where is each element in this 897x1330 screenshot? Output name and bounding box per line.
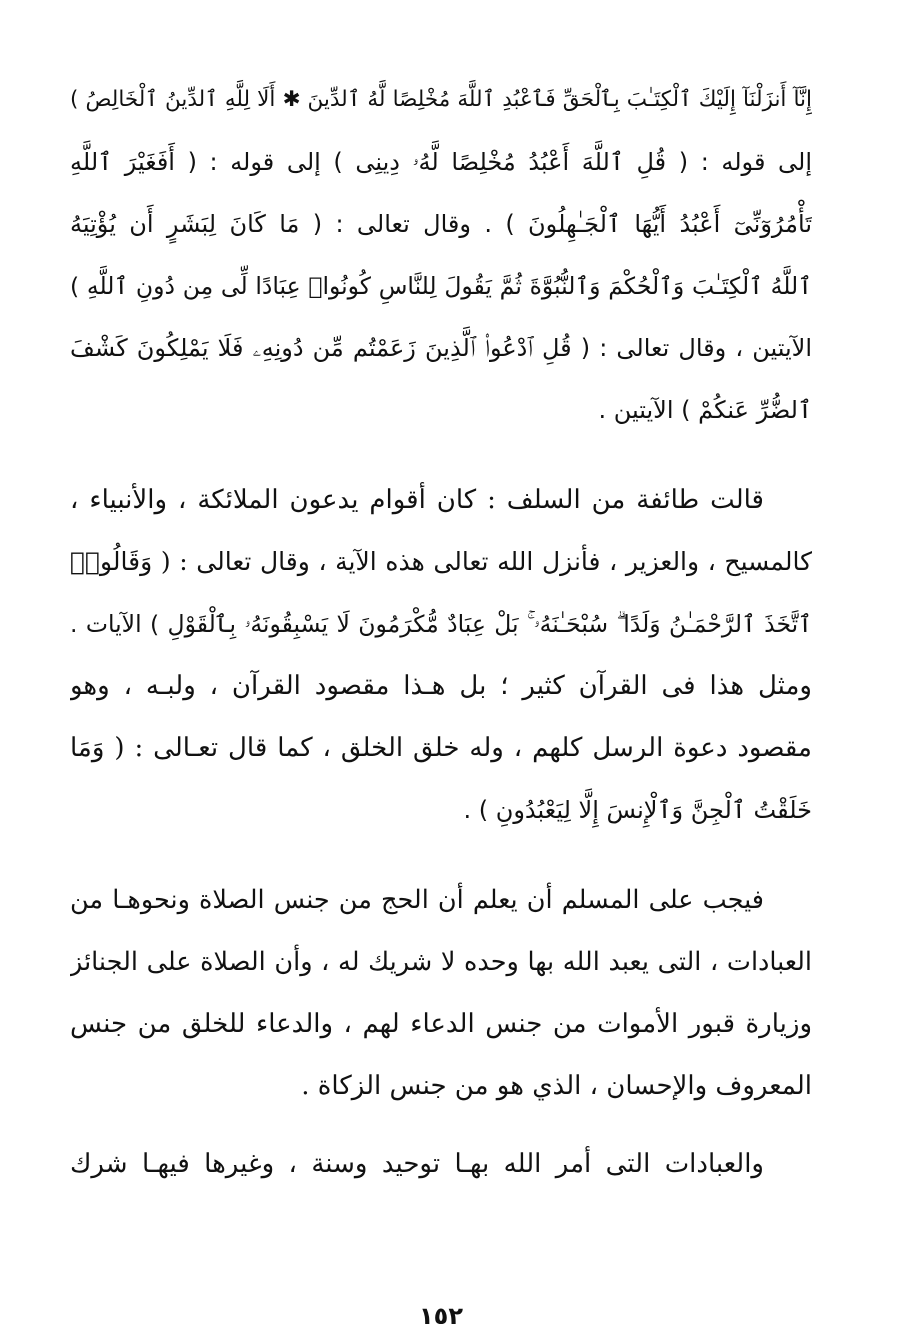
text-line: مقصود دعوة الرسل كلهم ، وله خلق الخلق ، كما قال تعـالى : ( وَمَا [70, 733, 812, 763]
text-line: ٱتَّخَذَ ٱلرَّحْمَـٰنُ وَلَدًا ۗ سُبْحَـٰنَهُۥ ۚ بَلْ عِبَادٌ مُّكْرَمُونَ لَا يَسْبِقُونَهُۥ بِٱلْقَوْلِ ) الآيات . [70, 610, 812, 638]
text-line: تَأْمُرُوٓنِّىٓ أَعْبُدُ أَيُّهَا ٱلْجَـٰهِلُونَ ) . وقال تعالى : ( مَا كَانَ لِبَشَرٍ أَن يُؤْتِيَهُ [70, 210, 812, 238]
page-number: ١٥٢ [419, 1302, 463, 1330]
text-line: إلى قوله : ( قُلِ ٱللَّهَ أَعْبُدُ مُخْلِصًا لَّهُۥ دِينِى ) إلى قوله : ( أَفَغَيْرَ ٱللَّهِ [70, 148, 812, 176]
text-line: المعروف والإحسان ، الذي هو من جنس الزكاة . [301, 1071, 812, 1101]
text-line: ٱللَّهُ ٱلْكِتَـٰبَ وَٱلْحُكْمَ وَٱلنُّبُوَّةَ ثُمَّ يَقُولَ لِلنَّاسِ كُونُوا۟ عِبَادًا لِّى مِن دُونِ ٱللَّهِ ) [70, 272, 812, 300]
text-line: كالمسيح ، والعزير ، فأنزل الله تعالى هذه الآية ، وقال تعالى : ( وَقَالُوا۟ [70, 547, 812, 576]
text-line: الآيتين ، وقال تعالى : ( قُلِ ٱدْعُوا۟ ٱلَّذِينَ زَعَمْتُم مِّن دُونِهِۦ فَلَا يَمْلِكُونَ كَشْفَ [70, 334, 812, 362]
text-line: والعبادات التى أمر الله بهـا توحيد وسنة ، وغيرها فيهـا شرك [70, 1149, 764, 1179]
text-line: العبادات ، التى يعبد الله بها وحده لا شريك له ، وأن الصلاة على الجنائز [70, 947, 812, 977]
text-line: إِنَّآ أَنزَلْنَآ إِلَيْكَ ٱلْكِتَـٰبَ بِٱلْحَقِّ فَٱعْبُدِ ٱللَّهَ مُخْلِصًا لَّهُ ٱلدِّينَ ✱ أَلَا لِلَّهِ ٱلدِّينُ ٱلْخَالِصُ ) [70, 87, 812, 112]
text-line: ٱلضُّرِّ عَنكُمْ ) الآيتين . [598, 396, 812, 424]
text-line: ومثل هذا فى القرآن كثير ؛ بل هـذا مقصود القرآن ، ولبـه ، وهو [70, 671, 812, 701]
text-line: قالت طائفة من السلف : كان أقوام يدعون الملائكة ، والأنبياء ، [70, 485, 764, 515]
text-line: خَلَقْتُ ٱلْجِنَّ وَٱلْإِنسَ إِلَّا لِيَعْبُدُونِ ) . [463, 796, 812, 824]
text-line: فيجب على المسلم أن يعلم أن الحج من جنس الصلاة ونحوهـا من [70, 885, 764, 915]
page-body [70, 70, 812, 1330]
text-line: وزيارة قبور الأموات من جنس الدعاء لهم ، والدعاء للخلق من جنس [70, 1009, 812, 1039]
